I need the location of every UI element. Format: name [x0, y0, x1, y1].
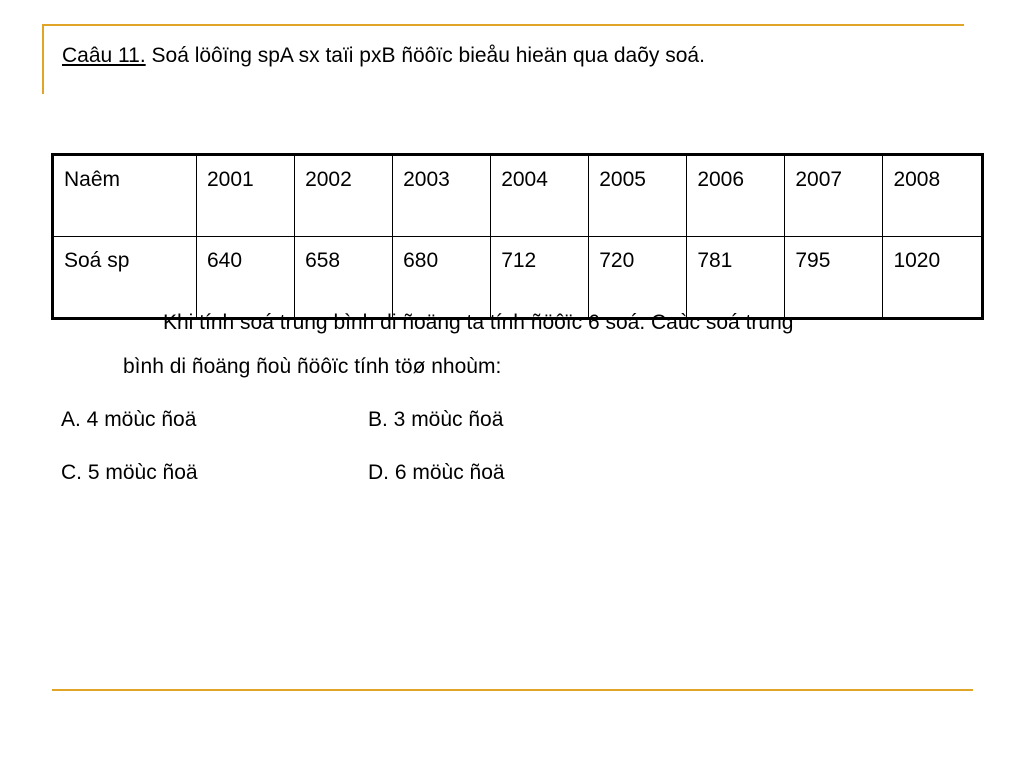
table-cell: 680 [393, 237, 491, 319]
table-cell: 781 [687, 237, 785, 319]
accent-bottom-line [52, 689, 973, 691]
body-text-line-1: Khi tính soá trung bình di ñoäng ta tính ñöôïc 6 soá. Caùc soá trung [163, 311, 794, 334]
question-title [62, 44, 705, 68]
question-text: Soá löôïng spA sx taïi pxB ñöôïc bieåu hieän qua daõy soá. [145, 44, 705, 67]
option-a: A. 4 möùc ñoä [61, 408, 197, 431]
question-number: Caâu 11. [62, 44, 146, 67]
body-text-line-2: bình di ñoäng ñoù ñöôïc tính töø nhoùm: [123, 355, 502, 378]
table-cell: Soá sp [53, 237, 197, 319]
table-cell: 2001 [197, 155, 295, 237]
data-table [51, 153, 984, 320]
option-b: B. 3 möùc ñoä [368, 408, 504, 431]
table-cell: 2002 [295, 155, 393, 237]
table-row [53, 155, 983, 237]
option-d: D. 6 möùc ñoä [368, 461, 505, 484]
table-cell: 2007 [785, 155, 883, 237]
table-cell: 640 [197, 237, 295, 319]
table-row [53, 237, 983, 319]
table-cell: 720 [589, 237, 687, 319]
table-cell: 1020 [883, 237, 983, 319]
table-cell: 2006 [687, 155, 785, 237]
table-cell: 2008 [883, 155, 983, 237]
table-cell: 658 [295, 237, 393, 319]
table-cell: 2003 [393, 155, 491, 237]
option-c: C. 5 möùc ñoä [61, 461, 198, 484]
table-cell: 795 [785, 237, 883, 319]
table-cell: 2005 [589, 155, 687, 237]
table-cell: 2004 [491, 155, 589, 237]
table-cell: Naêm [53, 155, 197, 237]
table-cell: 712 [491, 237, 589, 319]
accent-vertical-line [42, 24, 44, 94]
accent-top-line [42, 24, 964, 26]
